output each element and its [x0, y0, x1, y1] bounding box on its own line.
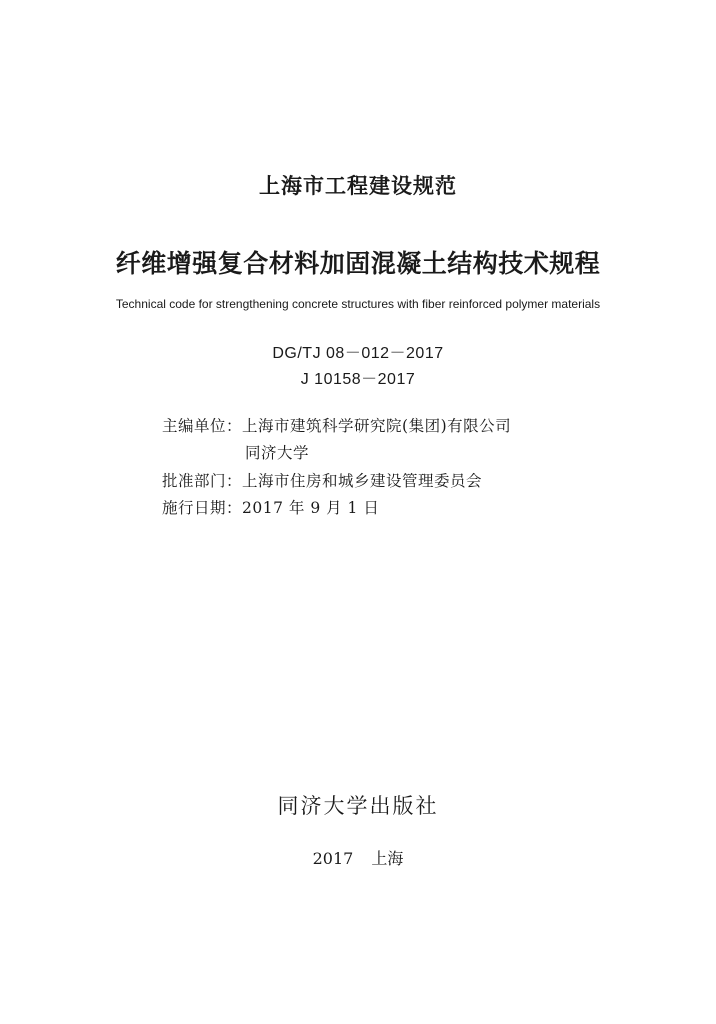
editor-row-2	[245, 441, 309, 463]
publication-year: 2017	[312, 849, 354, 868]
main-title: 纤维增强复合材料加固混凝土结构技术规程	[115, 249, 601, 278]
publication-city: 上海	[371, 849, 404, 868]
approver-org: 上海市住房和城乡建设管理委员会	[242, 472, 483, 490]
standard-code-j: J 10158－2017	[300, 371, 416, 388]
english-title: Technical code for strengthening concrete structures with fiber reinforced polymer materials	[115, 297, 601, 311]
standard-code-dg: DG/TJ 08－012－2017	[272, 345, 444, 362]
editor-label: 主编单位：	[162, 417, 243, 435]
publication-line	[0, 846, 716, 869]
effective-date: 2017 年 9 月 1 日	[242, 499, 380, 517]
publisher-name: 同济大学出版社	[277, 794, 439, 818]
series-title: 上海市工程建设规范	[259, 174, 457, 198]
effective-date-label: 施行日期：	[162, 499, 243, 517]
editor-org-2: 同济大学	[245, 444, 310, 462]
approver-row	[162, 469, 482, 491]
effective-date-row	[162, 496, 379, 518]
editor-row	[162, 414, 511, 436]
editor-org-1: 上海市建筑科学研究院(集团)有限公司	[242, 417, 512, 435]
approver-label: 批准部门：	[162, 472, 243, 490]
